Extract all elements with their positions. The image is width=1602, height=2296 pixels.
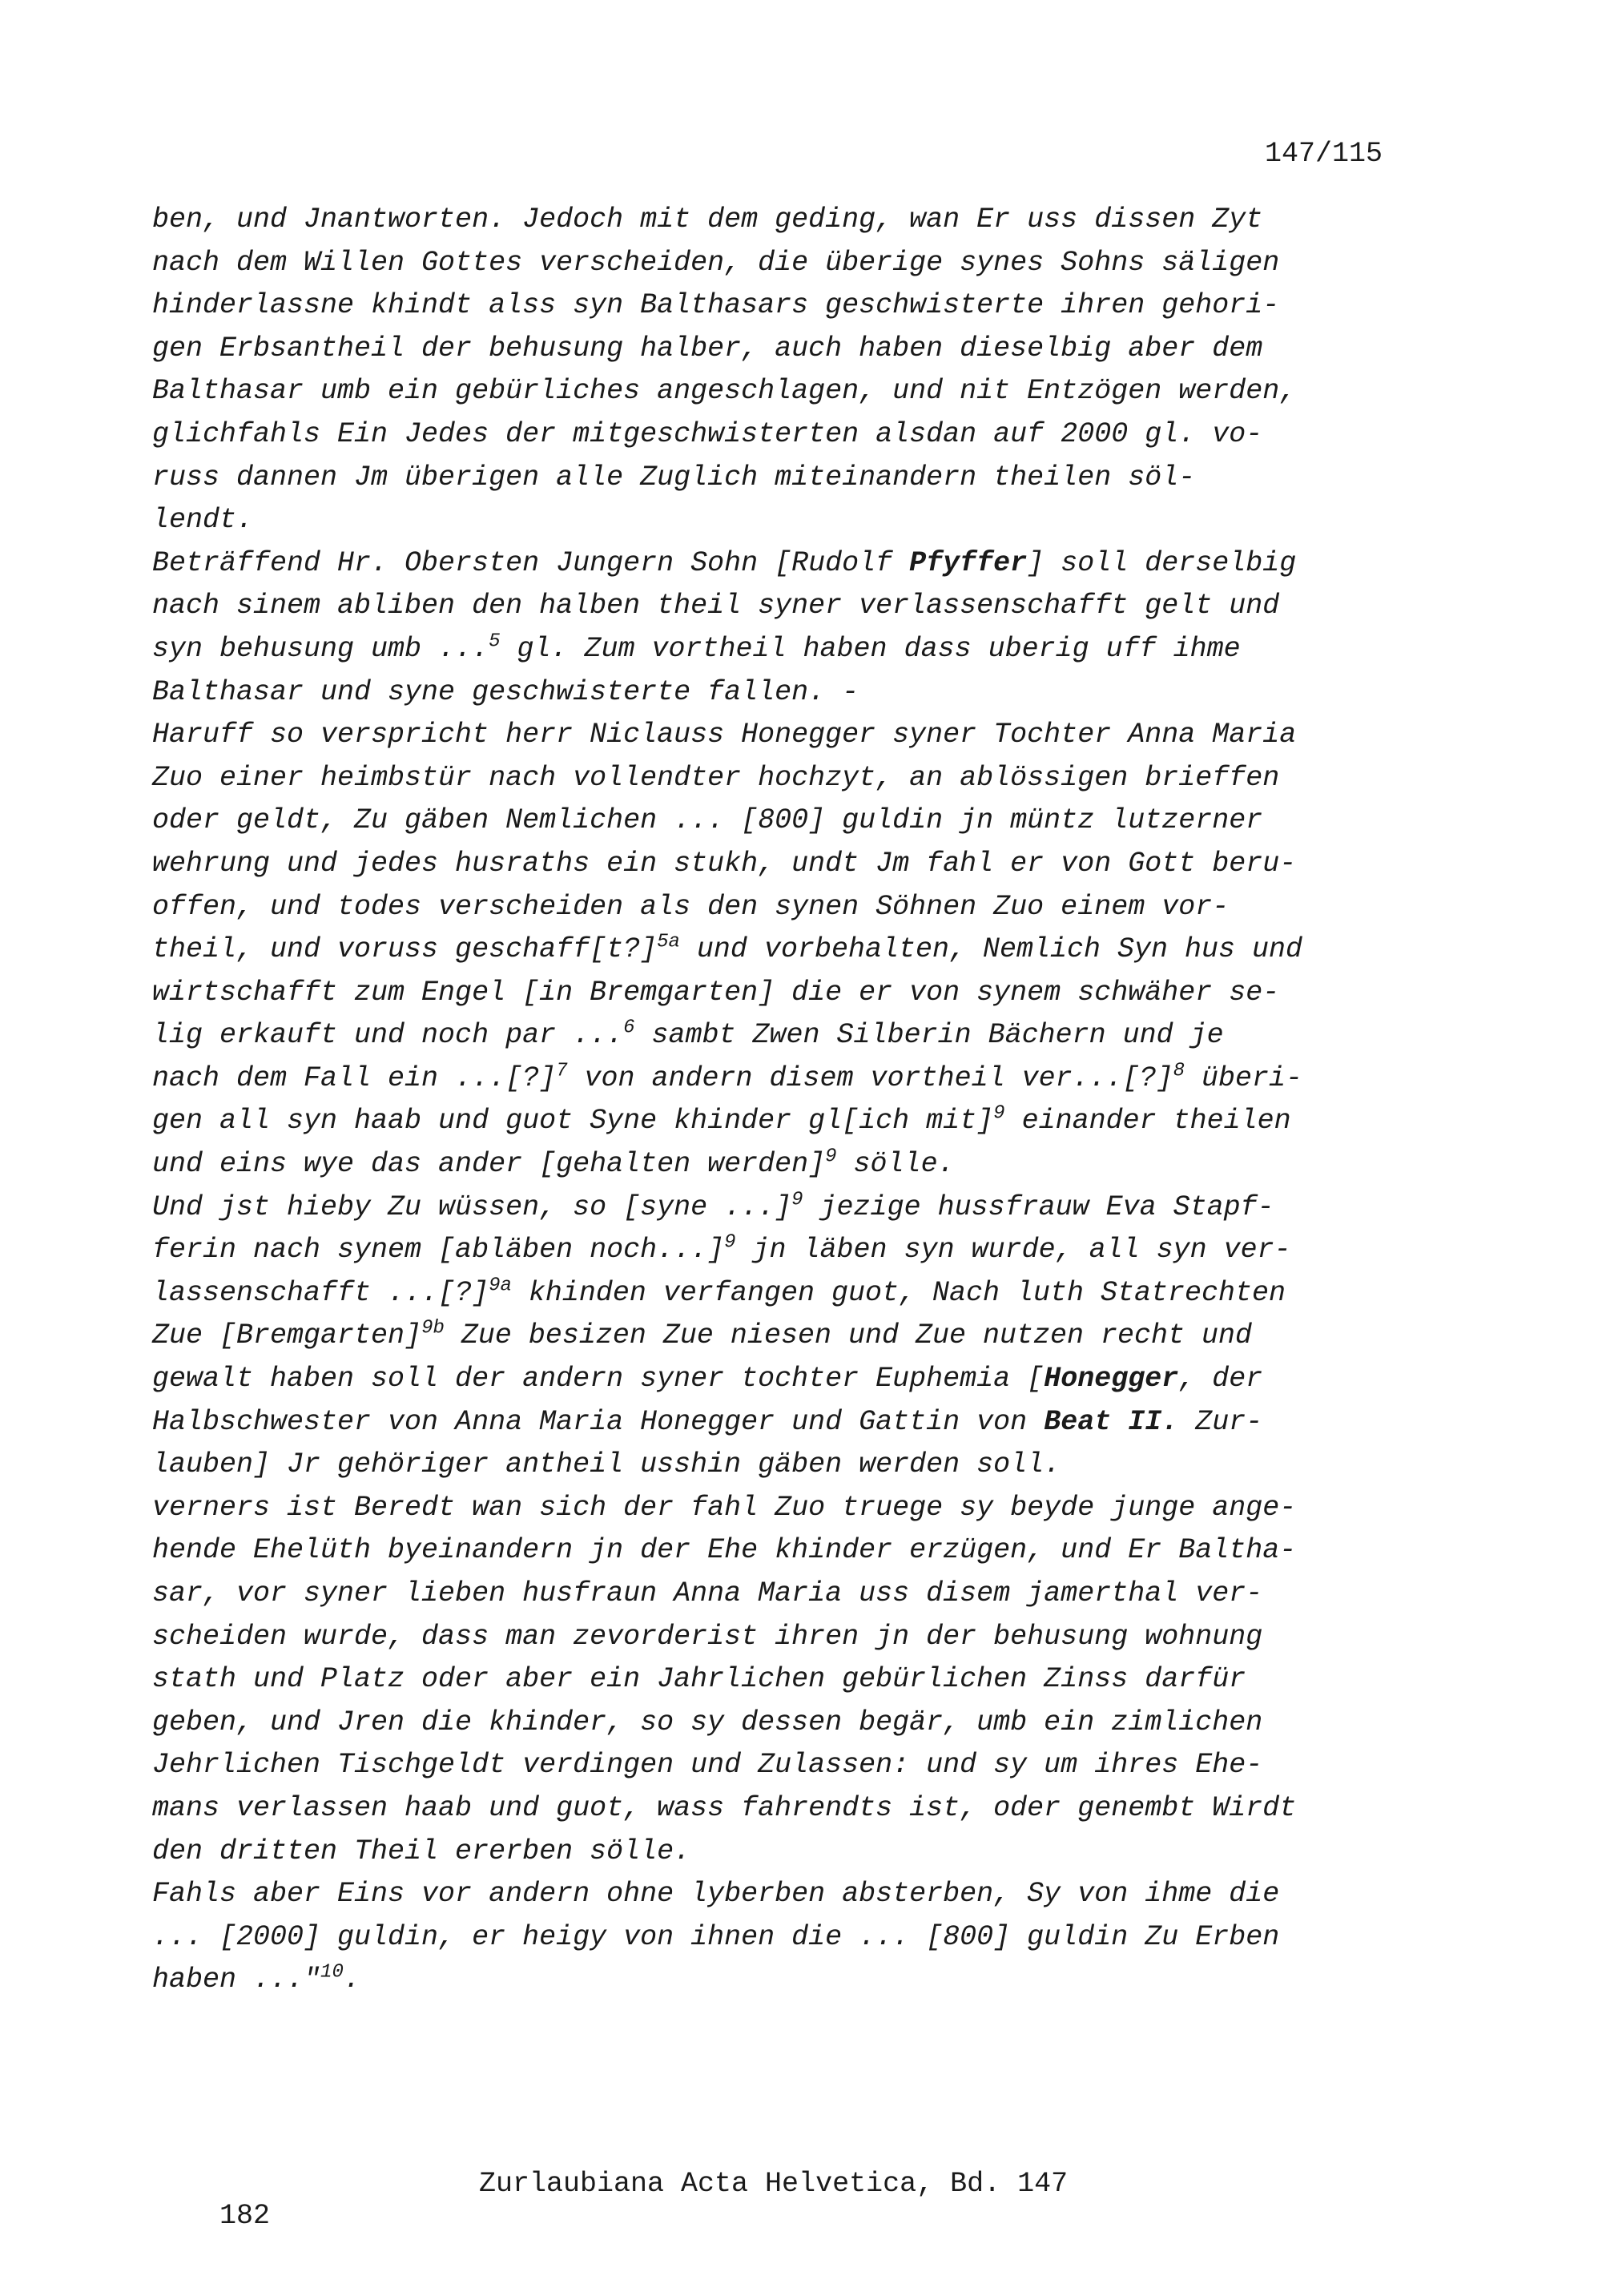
text-run: verners ist Beredt wan sich der fahl Zuo truege sy beyde junge ange- (152, 1491, 1297, 1524)
text-run: den dritten Theil ererben sölle. (152, 1835, 691, 1867)
text-line (152, 413, 1402, 457)
text-run: und vorbehalten, Nemlich Syn hus und (679, 933, 1303, 966)
text-run: glichfahls Ein Jedes der mitgeschwisterten alsdan auf 2000 gl. vo- (152, 417, 1263, 450)
text-run: . (343, 1964, 360, 1996)
text-run: lassenschafft ...[?] (152, 1276, 489, 1309)
text-line (152, 457, 1402, 500)
text-line (152, 1186, 1402, 1230)
footnote-marker: 9 (724, 1231, 736, 1254)
text-run: nach sinem abliben den halben theil syner verlassenschafft gelt und (152, 590, 1280, 622)
footnote-marker: 5a (657, 931, 680, 953)
text-line (152, 1487, 1402, 1530)
text-run: lig erkauft und noch par ... (152, 1019, 624, 1052)
text-line (152, 1229, 1402, 1272)
footer-publication-title: Zurlaubiana Acta Helvetica, Bd. 147 (479, 2168, 1069, 2200)
text-run: Fahls aber Eins vor andern ohne lyberben absterben, Sy von ihme die (152, 1878, 1280, 1911)
text-line (152, 585, 1402, 628)
text-run: wirtschafft zum Engel [in Bremgarten] die er von synem schwäher se- (152, 976, 1280, 1009)
text-run: Zue [Bremgarten] (152, 1319, 422, 1352)
text-run: einander theilen (1004, 1105, 1291, 1138)
text-run: hinderlassne khindt alss syn Balthasars geschwisterte ihren gehori- (152, 289, 1280, 322)
body-text (152, 199, 1402, 2002)
footnote-marker: 9a (489, 1275, 512, 1297)
text-line (152, 1916, 1402, 1960)
text-line (152, 1401, 1402, 1444)
text-line (152, 1143, 1402, 1186)
text-run: jn läben syn wurde, all syn ver- (735, 1234, 1291, 1267)
footnote-marker: 10 (320, 1961, 344, 1984)
text-line (152, 1616, 1402, 1659)
text-line (152, 671, 1402, 715)
text-run: nach dem Fall ein ...[?] (152, 1061, 557, 1094)
text-run: Zue besizen Zue niesen und Zue nutzen recht und (444, 1319, 1253, 1352)
text-line (152, 370, 1402, 413)
text-line (152, 1873, 1402, 1916)
text-run: und eins wye das ander [gehalten werden] (152, 1148, 826, 1181)
text-run: offen, und todes verscheiden als den synen Söhnen Zuo einem vor- (152, 890, 1230, 923)
text-run: gen Erbsantheil der behusung halber, auch haben dieselbig aber dem (152, 332, 1263, 365)
footnote-marker: 7 (556, 1060, 568, 1082)
text-line (152, 1272, 1402, 1315)
text-line (152, 1959, 1402, 2002)
text-run: gl. Zum vortheil haben dass uberig uff ihme (500, 632, 1241, 665)
footnote-marker: 5 (489, 630, 501, 653)
text-line (152, 1358, 1402, 1401)
text-run: mans verlassen haab und guot, wass fahrendts ist, oder genembt Wirdt (152, 1791, 1297, 1824)
footnote-marker: 8 (1173, 1060, 1185, 1082)
text-run: lendt. (152, 504, 254, 537)
text-run: khinden verfangen guot, Nach luth Statrechten (511, 1276, 1286, 1309)
text-run: überi- (1185, 1061, 1303, 1094)
text-line (152, 1315, 1402, 1358)
text-run: Zur- (1178, 1405, 1263, 1438)
text-run: oder geldt, Zu gäben Nemlichen ... [800] guldin jn müntz lutzerner (152, 804, 1263, 837)
text-line (152, 1100, 1402, 1143)
text-run: stath und Platz oder aber ein Jahrlichen gebürlichen Zinss darfür (152, 1663, 1246, 1696)
text-run: nach dem Willen Gottes verscheiden, die überige synes Sohns säligen (152, 246, 1280, 279)
text-line (152, 928, 1402, 972)
text-run: sambt Zwen Silberin Bächern und je (634, 1019, 1224, 1052)
bold-name: Honegger (1044, 1363, 1179, 1396)
text-run: sar, vor syner lieben husfraun Anna Maria uss disem jamerthal ver- (152, 1577, 1263, 1609)
text-run: von andern disem vortheil ver...[?] (567, 1061, 1173, 1094)
text-run: theil, und voruss geschaff[t?] (152, 933, 658, 966)
text-run: , der (1178, 1363, 1263, 1396)
text-run: lauben] Jr gehöriger antheil usshin gäben werden soll. (152, 1448, 1061, 1481)
text-run: hende Ehelüth byeinandern jn der Ehe khinder erzügen, und Er Baltha- (152, 1534, 1297, 1567)
bold-name: Pfyffer (909, 546, 1028, 579)
text-line (152, 1529, 1402, 1573)
text-line (152, 242, 1402, 285)
text-line (152, 1057, 1402, 1101)
text-run: ben, und Jnantworten. Jedoch mit dem geding, wan Er uss dissen Zyt (152, 203, 1263, 236)
text-run: Beträffend Hr. Obersten Jungern Sohn [Rudolf (152, 546, 910, 579)
text-run: gewalt haben soll der andern syner tochter Euphemia [ (152, 1363, 1045, 1396)
text-run: gen all syn haab und guot Syne khinder gl[ich mit] (152, 1105, 994, 1138)
footnote-marker: 9b (421, 1317, 445, 1339)
text-run: jezige hussfrauw Eva Stapf- (803, 1190, 1274, 1223)
text-line (152, 972, 1402, 1015)
text-line (152, 328, 1402, 371)
text-line (152, 1831, 1402, 1874)
text-line (152, 1658, 1402, 1702)
text-line (152, 1573, 1402, 1616)
text-run: Zuo einer heimbstür nach vollendter hochzyt, an ablössigen brieffen (152, 761, 1280, 794)
text-line (152, 199, 1402, 242)
text-line (152, 1444, 1402, 1487)
text-run: ... [2000] guldin, er heigy von ihnen die ... [800] guldin Zu Erben (152, 1920, 1280, 1953)
text-run: ferin nach synem [abläben noch...] (152, 1234, 725, 1267)
text-line (152, 1787, 1402, 1831)
text-line (152, 628, 1402, 671)
text-run: haben ..." (152, 1964, 321, 1996)
page-number-header: 147/115 (1264, 138, 1383, 170)
text-run: scheiden wurde, dass man zevorderist ihren jn der behusung wohnung (152, 1620, 1263, 1653)
footnote-marker: 9 (993, 1102, 1005, 1125)
text-run: Balthasar umb ein gebürliches angeschlagen, und nit Entzögen werden, (152, 375, 1297, 408)
text-run: geben, und Jren die khinder, so sy dessen begär, umb ein zimlichen (152, 1706, 1263, 1738)
text-run: Haruff so verspricht herr Niclauss Honegger syner Tochter Anna Maria (152, 719, 1297, 751)
page-footer (152, 2168, 1402, 2296)
text-run: Halbschwester von Anna Maria Honegger und Gattin von (152, 1405, 1045, 1438)
text-run: sölle. (836, 1148, 955, 1181)
text-line (152, 284, 1402, 328)
text-line (152, 843, 1402, 886)
text-line (152, 499, 1402, 542)
text-run: russ dannen Jm überigen alle Zuglich miteinandern theilen söl- (152, 461, 1196, 493)
footnote-marker: 9 (791, 1189, 803, 1210)
text-run: Und jst hieby Zu wüssen, so [syne ...] (152, 1190, 792, 1223)
footer-page-number: 182 (219, 2200, 271, 2232)
text-run: wehrung und jedes husraths ein stukh, undt Jm fahl er von Gott beru- (152, 847, 1297, 880)
text-line (152, 1744, 1402, 1787)
text-run: syn behusung umb ... (152, 632, 489, 665)
text-line (152, 714, 1402, 757)
text-line (152, 886, 1402, 929)
text-line (152, 800, 1402, 843)
text-run: Balthasar und syne geschwisterte fallen. - (152, 675, 859, 708)
text-line (152, 1014, 1402, 1057)
footnote-marker: 6 (623, 1017, 635, 1039)
footnote-marker: 9 (825, 1146, 837, 1168)
text-line (152, 1702, 1402, 1745)
text-line (152, 757, 1402, 800)
text-line (152, 542, 1402, 586)
text-run: Jehrlichen Tischgeldt verdingen und Zulassen: und sy um ihres Ehe- (152, 1749, 1263, 1782)
bold-name: Beat II. (1044, 1405, 1179, 1438)
text-run: ] soll derselbig (1027, 546, 1297, 579)
